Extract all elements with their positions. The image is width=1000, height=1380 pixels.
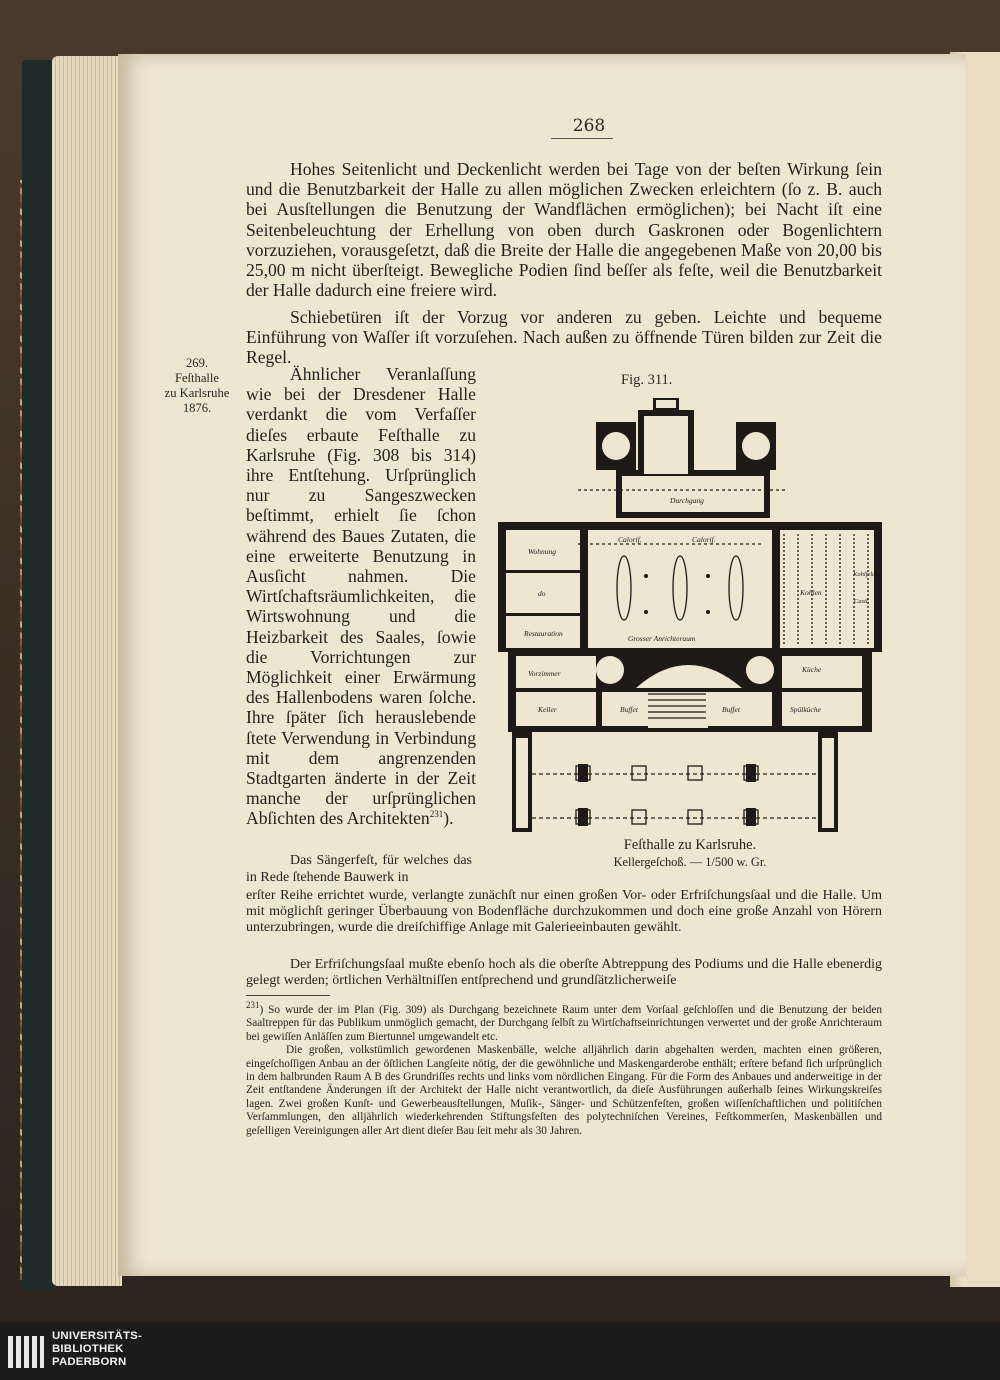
label-vorzimmer: Vorzimmer bbox=[528, 669, 561, 678]
figure-caption bbox=[498, 836, 882, 870]
label-kohlfeld: Kohlfeld bbox=[853, 571, 876, 578]
floor-plan bbox=[498, 392, 882, 836]
figure-caption-title: Feſthalle zu Karlsruhe. bbox=[623, 837, 757, 853]
label-spuelkueche: Spülküche bbox=[790, 705, 821, 714]
library-logo-bar bbox=[0, 1322, 1000, 1380]
library-logo-icon bbox=[6, 1332, 46, 1372]
label-calorif-right: Calorif. bbox=[692, 535, 716, 544]
book-page bbox=[118, 54, 966, 1276]
page-number: 268 bbox=[572, 116, 606, 136]
paragraph-saengerfest-start: Das Sängerfeſt, für welches das in Rede ſtehende Bauwerk in bbox=[246, 853, 472, 885]
margin-note-line2: zu Karlsruhe bbox=[164, 386, 230, 400]
page-edges bbox=[52, 56, 122, 1286]
label-anrichteraum: Grosser Anrichteraum bbox=[628, 634, 696, 643]
library-line3: PADERBORN bbox=[52, 1356, 127, 1368]
library-name bbox=[52, 1330, 142, 1369]
label-do: do bbox=[538, 589, 546, 598]
paragraph-doors: Schiebetüren iſt der Vorzug vor anderen zu geben. Leichte und bequeme Einführung von Waſſer iſt vorzuſehen. Nach außen zu öffnende Türen bilden zur Zeit die Regel. bbox=[246, 307, 882, 368]
label-wohnung: Wohnung bbox=[528, 547, 557, 556]
label-buffet-right: Buffet bbox=[722, 705, 740, 714]
label-buffet-left: Buffet bbox=[620, 705, 638, 714]
label-kueche: Küche bbox=[802, 665, 822, 674]
footnote-231-text: ) So wurde der im Plan (Fig. 309) als Durchgang bezeichnete Raum unter dem Vorſaal geſchloſſen und die Benutzung der beiden Saaltreppen für das Publikum unmöglich gemacht, der Durchgang ſelbſt zu Wirtſchaftseinrichtungen verwertet und der große Anrichteraum bei gewiſſen Anläſſen zum Biertunnel umgewandelt etc. bbox=[246, 1004, 882, 1043]
figure-caption-scale: Kellergeſchoß. — 1/500 w. Gr. bbox=[613, 855, 767, 869]
footnote-231 bbox=[246, 1000, 882, 1044]
next-page-edge bbox=[960, 52, 1000, 1287]
library-line1: UNIVERSITÄTS- bbox=[52, 1330, 142, 1342]
paragraph-saengerfest-cont: erſter Reihe errichtet wurde, verlangte zunächſt nur einen großen Vor- oder Erfriſchungsſaal und die Halle. Um mit möglichſt geringer Überbauung von Bodenfläche durchzukommen und doch eine große Anzahl von Hörern unterzubringen, wurde die dreiſchiffige Anlage mit Galerieeinbauten gewählt. bbox=[246, 888, 882, 936]
label-kohlen: Kohlen bbox=[800, 588, 822, 597]
footnotes bbox=[246, 1000, 882, 1138]
paragraph-lighting: Hohes Seitenlicht und Deckenlicht werden bei Tage von der beſten Wirkung ſein und die Benutzbarkeit der Halle zu allen möglichen Zwecken erleichtern (ſo z. B. auch bei Ausſtellungen die Benutzung der Wandflächen ermöglichen); bei Nacht iſt eine Seitenbeleuchtung der Erhellung von oben durch Gaskronen oder Bogenlichtern vorzuziehen, vorausgeſetzt, daß die Breite der Halle die angegebenen Maße von 20,00 bis 25,00 m nicht überſteigt. Bewegliche Podien ſind beſſer als feſte, weil die Benutzbarkeit der Halle dadurch eine freiere wird. bbox=[246, 159, 882, 301]
footnote-rule bbox=[246, 995, 330, 996]
figure-label: Fig. 311. bbox=[621, 372, 673, 388]
paragraph-festhalle-end: ). bbox=[443, 808, 454, 829]
library-line2: BIBLIOTHEK bbox=[52, 1343, 124, 1355]
margin-note-year: 1876. bbox=[182, 401, 212, 415]
footnote-231-cont: Die großen, volkstümlich gewordenen Maskenbälle, welche alljährlich darin abgehalten werden, machten einen größeren, eingeſchoſſigen Anbau an der öſtlichen Langſeite nötig, der die gewöhnliche und Maskengarderobe enthält; erſtere befand ſich urſprünglich in dem halbrunden Raum A B des Grundriſſes rechts und links vom nördlichen Eingang. Für die Form des Anbaues und anderweitige in der Zeit entſtandene Änderungen iſt der Architekt der Halle nicht verantwortlich, da dieſe Ausführungen außerhalb ſeines Wirkungskreiſes lagen. Zwei großen Kunſt- und Gewerbeausſtellungen, Muſik-, Sänger- und Schützenfeſten, großen wiſſenſchaftlichen und politiſchen Verſammlungen, den alljährlich wiederkehrenden Stiftungsfeſten des polytechniſchen Vereines, Feſtkommerſen, Maskenbällen und geſelligen Vereinigungen aller Art dient dieſer Bau ſeit mehr als 30 Jahren. bbox=[246, 1044, 882, 1137]
margin-note bbox=[154, 356, 240, 416]
paragraph-festhalle-text: Ähnlicher Veranlaſſung wie bei der Dresdener Halle verdankt die vom Verfaſſer dieſes erbaute Feſthalle zu Karlsruhe (Fig. 308 bis 314) ihre Entſtehung. Urſprünglich nur zu Sangeszwecken beſtimmt, erhielt ſie ſchon während des Baues Zutaten, die eine erweiterte Benutzung in Ausſicht nahmen. Die Wirtſchaftsräumlichkeiten, die Wirtswohnung und die Heizbarkeit des Saales, ſowie die Vorrichtungen zur Möglichkeit einer Erwärmung des Hallenbodens waren ſolche. Ihre ſpäter ſich herauslebende ſtete Verwendung in Verbindung mit dem angrenzenden Stadtgarten änderte in der Zeit manche der urſprünglichen Abſichten des Architekten bbox=[246, 364, 476, 829]
margin-note-number: 269. bbox=[185, 356, 209, 370]
label-durchgang: Durchgang bbox=[670, 496, 704, 505]
margin-note-line1: Feſthalle bbox=[174, 371, 220, 385]
footnote-ref: 231 bbox=[429, 809, 444, 820]
page-number-rule bbox=[551, 138, 613, 139]
label-keller: Keller bbox=[538, 705, 557, 714]
label-restauration: Restauration bbox=[524, 629, 563, 638]
footnote-number: 231 bbox=[246, 1000, 260, 1011]
label-calorif-left: Calorif. bbox=[618, 535, 642, 544]
label-castl: Castl. bbox=[854, 598, 870, 605]
paragraph-erfrischungssaal: Der Erfriſchungsſaal mußte ebenſo hoch als die oberſte Abtreppung des Podiums und die Halle ebenerdig gelegt werden; örtlichen Verhältniſſen entſprechend und grundſätzlicherweiſe bbox=[246, 957, 882, 989]
paragraph-festhalle-origin bbox=[246, 364, 476, 829]
